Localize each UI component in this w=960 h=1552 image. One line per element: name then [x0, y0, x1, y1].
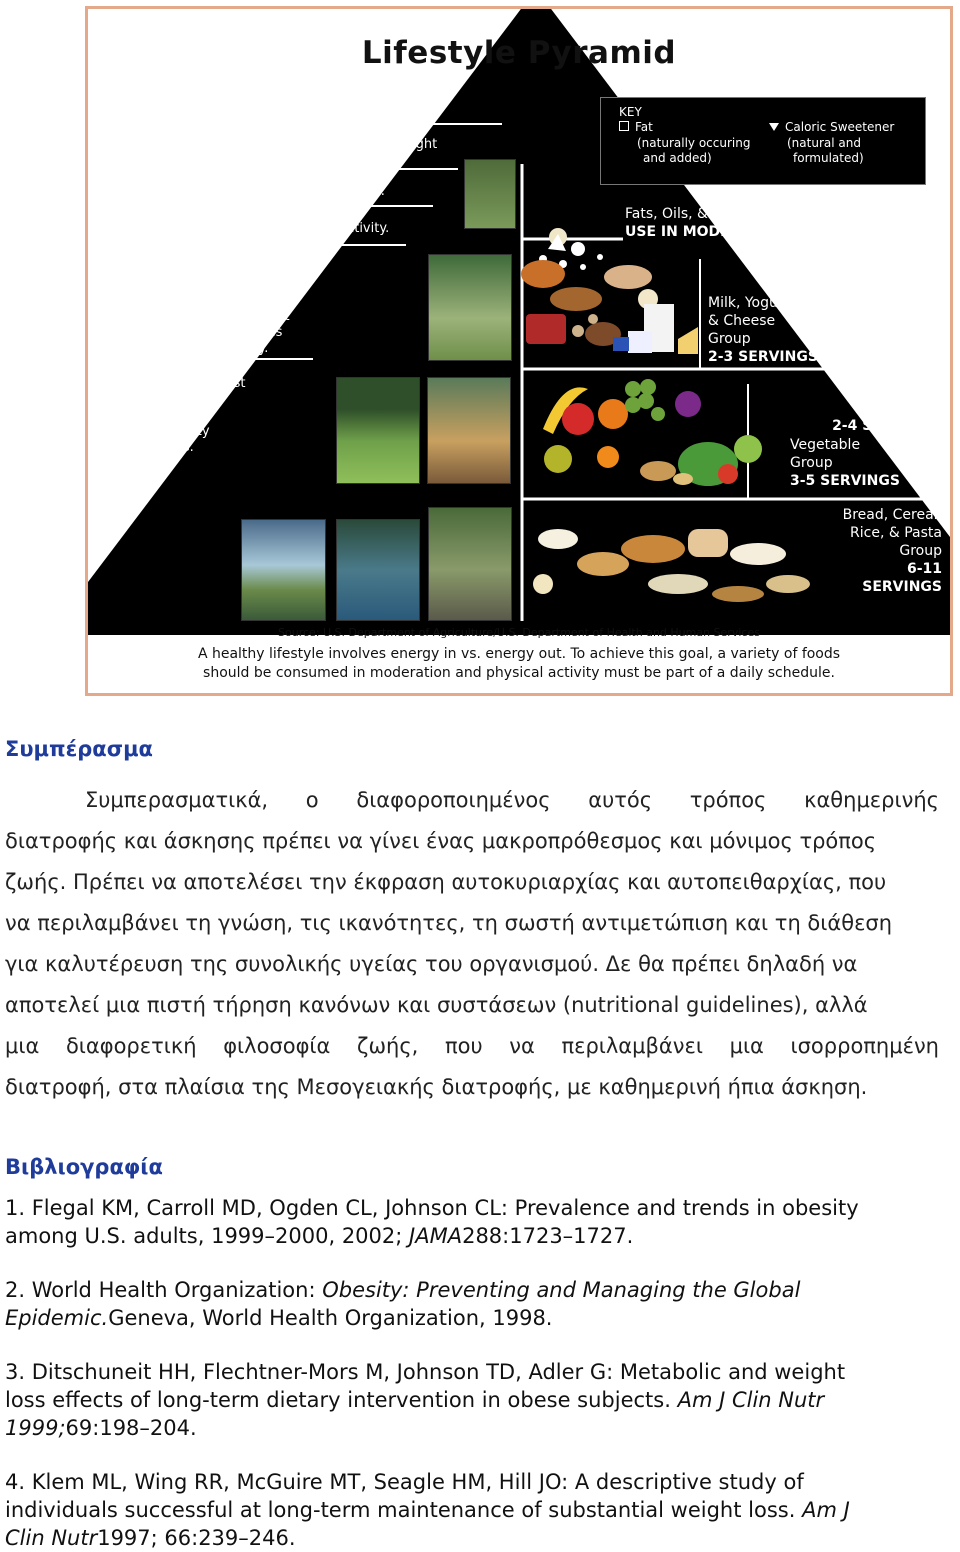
paragraph-line: ζωής. Πρέπει να αποτελέσει την έκφραση αυτοκυριαρχίας και αυτοπειθαρχίας, που: [5, 870, 887, 894]
key-sweetener: Caloric Sweetener: [769, 120, 894, 135]
cycling-photo: [241, 519, 326, 621]
bread-group-label: Bread, Cereal, Rice, & Pasta Group 6-11 SERVINGS: [842, 507, 942, 595]
left-note-2: Vigorous activity provides greater benefits.: [104, 184, 385, 199]
left-note-3: During leisure time, limit sedentary activity.: [104, 221, 390, 236]
fruit-group-label: Fruit Group 2-4 SERVINGS: [832, 382, 942, 434]
paragraph-line: αποτελεί μια πιστή τήρηση κανόνων και συστάσεων (nutritional guidelines), αλλά: [5, 993, 868, 1017]
key-fat: Fat: [619, 120, 653, 135]
left-note-1: Physical activity is essential for maintaining weight and a useful component of weight control.: [104, 137, 438, 168]
reference-4: 4. Klem ML, Wing RR, McGuire MT, Seagle HM, Hill JO: A descriptive study of individuals successful at long-term maintenance of substantial weight loss. Am J Clin Nutr 1997; 66:239–246.: [5, 1470, 850, 1550]
runners-photo: [428, 254, 512, 361]
key-sweet-note: (natural and: [787, 136, 861, 150]
milk-group-label: Milk, Yogurt, & Cheese Group 2-3 SERVINGS: [708, 295, 818, 365]
paragraph-line: μια διαφορετική φιλοσοφία ζωής, που να περιλαμβάνει μια ισορροπημένη: [5, 1034, 939, 1058]
fats-group-label: Fats, Oils, & Sweets USE IN MODERATION: [625, 206, 789, 240]
jogging-photo: [427, 377, 511, 484]
figure-source: Source: U.S. Department of Agriculture/U.S. Department of Health and Human Services: [278, 626, 760, 639]
meat-group-label: Meat, Poultry, Fish, Dry Beans, Eggs, & Nuts Group 2-3 SERVINGS: [809, 260, 942, 330]
left-note-6: Children need at least 60 minutes of moderate to vigorous activity on most days.: [102, 376, 246, 455]
paragraph-line: διατροφής και άσκησης πρέπει να γίνει ένας μακροπρόθεσμος και μόνιμος τρόπος: [5, 829, 877, 853]
reference-2: 2. World Health Organization: Obesity: Preventing and Managing the Global Epidemic. Geneva, World Health Organization, 1998.: [5, 1278, 801, 1330]
fat-symbol-icon: [619, 121, 629, 131]
key-sweet-note: formulated): [793, 151, 864, 165]
key-label: KEY: [619, 105, 642, 119]
golf-photo: [336, 377, 420, 484]
bibliography-heading: Βιβλιογραφία: [5, 1155, 163, 1179]
lifestyle-pyramid-figure: [85, 6, 953, 696]
reference-3: 3. Ditschuneit HH, Flechtner-Mors M, Johnson TD, Adler G: Metabolic and weight loss effects of long-term dietary intervention in obese subjects. Am J Clin Nutr 1999; 69:198–204.: [5, 1360, 846, 1440]
conclusion-paragraph: [5, 780, 939, 1108]
canoe-photo: [336, 519, 420, 621]
paragraph-line: Συμπερασματικά, ο διαφοροποιημένος αυτός τρόπος καθημερινής: [85, 788, 939, 812]
hiking-photo: [464, 159, 516, 229]
vegetable-group-label: Vegetable Group 3-5 SERVINGS: [790, 437, 900, 489]
figure-caption: A healthy lifestyle involves energy in vs. energy out. To achieve this goal, a variety of foods should be consumed in moderation and physical activity must be part of a daily schedule.: [197, 646, 841, 681]
left-note-5: To prevent unhealthy weight gain, engage in 60 minutes of physical activity a day.: [104, 309, 290, 356]
key-fat-note: and added): [643, 151, 712, 165]
paragraph-line: να περιλαμβάνει τη γνώση, τις ικανότητες, τη σωστή αντιμετώπιση και τη διάθεση: [5, 911, 893, 935]
sweetener-symbol-icon: [769, 123, 779, 131]
legend-key: [600, 97, 926, 185]
paragraph-line: για καλυτέρευση της συνολικής υγείας του οργανισμού. Δε θα πρέπει δηλαδή να: [5, 952, 858, 976]
key-fat-note: (naturally occuring: [637, 136, 751, 150]
conclusion-heading: Συμπέρασμα: [5, 737, 153, 761]
reference-1: 1. Flegal KM, Carroll MD, Ogden CL, Johnson CL: Prevalence and trends in obesity among U.S. adults, 1999–2000, 2002; JAMA 288:1723–1727.: [5, 1196, 859, 1248]
left-note-4: For health benefits, be physically active for 30 minutes a day.: [104, 261, 320, 292]
family-bike-photo: [428, 507, 512, 621]
paragraph-line: διατροφή, στα πλαίσια της Μεσογειακής διατροφής, με καθημερινή ήπια άσκηση.: [5, 1075, 868, 1099]
figure-title: Lifestyle Pyramid: [361, 35, 677, 71]
